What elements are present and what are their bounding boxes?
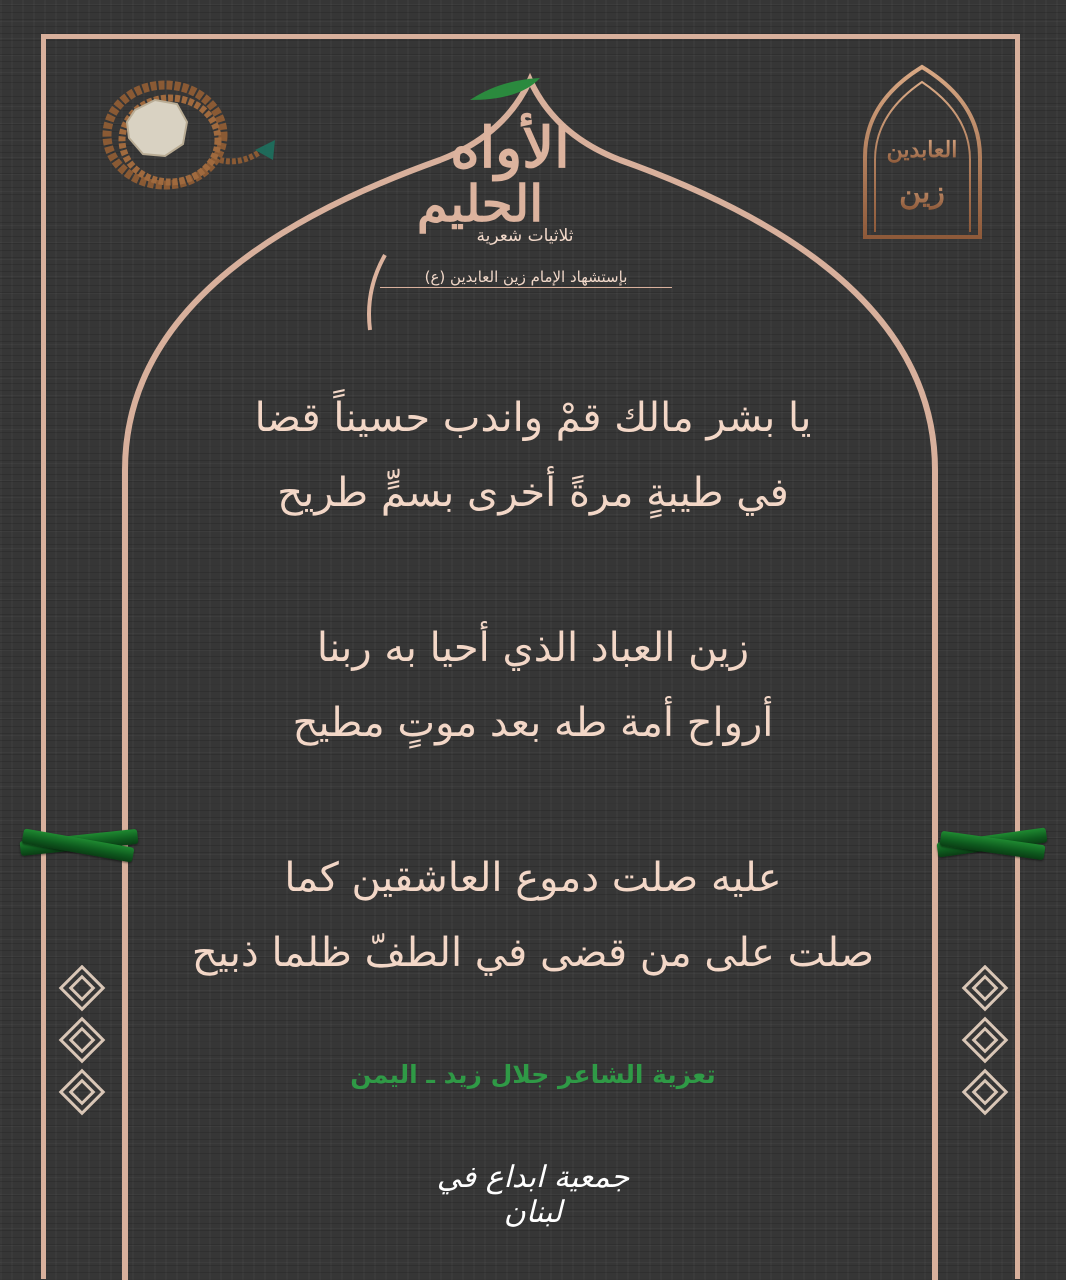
- verse-line-1: يا بشر مالك قمْ واندب حسيناً قضا: [254, 395, 812, 441]
- occasion-line: بإستشهاد الإمام زين العابدين (ع): [380, 268, 672, 288]
- verse-line-3: زين العباد الذي أحيا به ربنا: [316, 625, 750, 671]
- verse-line-6: صلت على من قضى في الطفّ ظلما ذبيح: [191, 930, 875, 976]
- association-signature: جمعية ابداع في لبنان: [436, 1160, 630, 1230]
- verse-line-4: أرواح أمة طه بعد موتٍ مطيح: [292, 700, 774, 746]
- kufic-knot-icon-left: [55, 965, 115, 1135]
- leaf-icon: [470, 78, 540, 100]
- subtitle: ثلاثيات شعرية: [476, 226, 574, 246]
- svg-text:العابدين: العابدين: [886, 137, 958, 163]
- prayer-beads-icon: [95, 70, 280, 210]
- svg-text:زين: زين: [899, 175, 945, 210]
- kufic-knot-icon-right: [955, 965, 1015, 1135]
- verse-line-2: في طيبةٍ مرةً أخرى بسمٍّ طريح: [277, 470, 789, 516]
- verse-line-5: عليه صلت دموع العاشقين كما: [284, 855, 782, 901]
- calligraphy-emblem-icon: [855, 62, 990, 242]
- poem-collection-title: [360, 115, 660, 235]
- poet-credit: تعزية الشاعر جلال زيد ـ اليمن: [350, 1060, 716, 1089]
- title-line-2: الحليم: [416, 174, 544, 233]
- title-line-1: الأواه: [450, 115, 570, 181]
